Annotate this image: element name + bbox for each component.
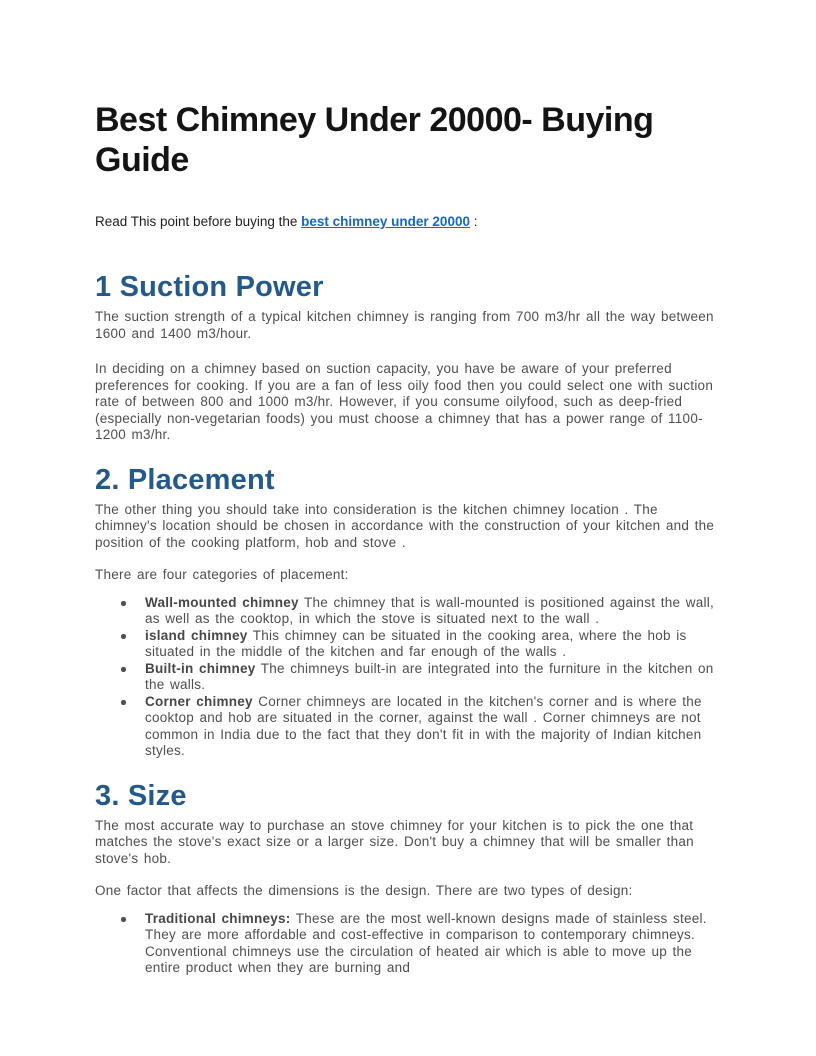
suction-paragraph-2: In deciding on a chimney based on suction capacity, you have be aware of your preferred preferences for cooking. If you are a fan of less oily food then you could select one with suction rate of between 800 and 1000 m3/hr. However, if you consume oilyfood, such as deep-fried (especially non-vegetarian foods) you must choose a chimney that has a power range of 1100-1200 m3/hr.	[95, 361, 714, 442]
bullet-body-text: Corner chimneys are located in the kitchen's corner and is where the cooktop and hob are situated in the corner, against the wall . Corner chimneys are not common in India due to the fact that they don't fit in with the majority of Indian kitchen styles.	[145, 693, 702, 758]
suction-paragraph-1: The suction strength of a typical kitchen chimney is ranging from 700 m3/hr all the way between 1600 and 1400 m3/hour.	[95, 309, 714, 341]
placement-bullet-list	[95, 595, 720, 760]
section-heading-placement: 2. Placement	[95, 463, 275, 496]
intro-prefix-text: Read This point before buying the	[95, 214, 302, 229]
list-item-island-chimney	[145, 628, 720, 661]
list-item-built-in-chimney	[145, 661, 720, 694]
bullet-body-text: The chimney that is wall-mounted is positioned against the wall, as well as the cooktop, in which the stove is situated next to the wall .	[145, 594, 714, 626]
list-item-corner-chimney	[145, 694, 720, 760]
bullet-lead-text: island chimney	[145, 627, 248, 643]
bullet-lead-text: Wall-mounted chimney	[145, 594, 299, 610]
bullet-lead-text: Corner chimney	[145, 693, 253, 709]
size-paragraph-2: One factor that affects the dimensions is the design. There are two types of design:	[95, 883, 633, 898]
list-item-traditional-chimneys	[145, 911, 720, 977]
best-chimney-link[interactable]: best chimney under 20000	[301, 214, 470, 229]
size-bullet-list	[95, 911, 720, 977]
bullet-body-text: The chimneys built-in are integrated into the furniture in the kitchen on the walls.	[145, 660, 714, 692]
placement-paragraph-1: The other thing you should take into consideration is the kitchen chimney location . The chimney's location should be chosen in accordance with the construction of your kitchen and the position of the cooking platform, hob and stove .	[95, 501, 715, 550]
intro-paragraph	[95, 213, 720, 230]
placement-paragraph-2: There are four categories of placement:	[95, 567, 349, 582]
section-heading-suction-power: 1 Suction Power	[95, 271, 324, 303]
bullet-body-text: This chimney can be situated in the cooking area, where the hob is situated in the middle of the kitchen and far enough of the walls .	[145, 627, 687, 659]
size-paragraph-1: The most accurate way to purchase an stove chimney for your kitchen is to pick the one that matches the stove's exact size or a larger size. Don't buy a chimney that will be smaller than stove's hob.	[95, 817, 694, 866]
section-heading-size: 3. Size	[95, 779, 187, 812]
list-item-wall-mounted-chimney	[145, 595, 720, 628]
document-title: Best Chimney Under 20000- Buying Guide	[95, 101, 654, 179]
bullet-lead-text: Built-in chimney	[145, 660, 256, 676]
intro-suffix-text: :	[469, 214, 478, 229]
bullet-body-text: These are the most well-known designs made of stainless steel. They are more affordable and cost-effective in comparison to contemporary chimneys. Conventional chimneys use the circulation of heated air which is able to move up the entire product when they are burning and	[145, 910, 707, 975]
bullet-lead-text: Traditional chimneys:	[145, 910, 291, 926]
